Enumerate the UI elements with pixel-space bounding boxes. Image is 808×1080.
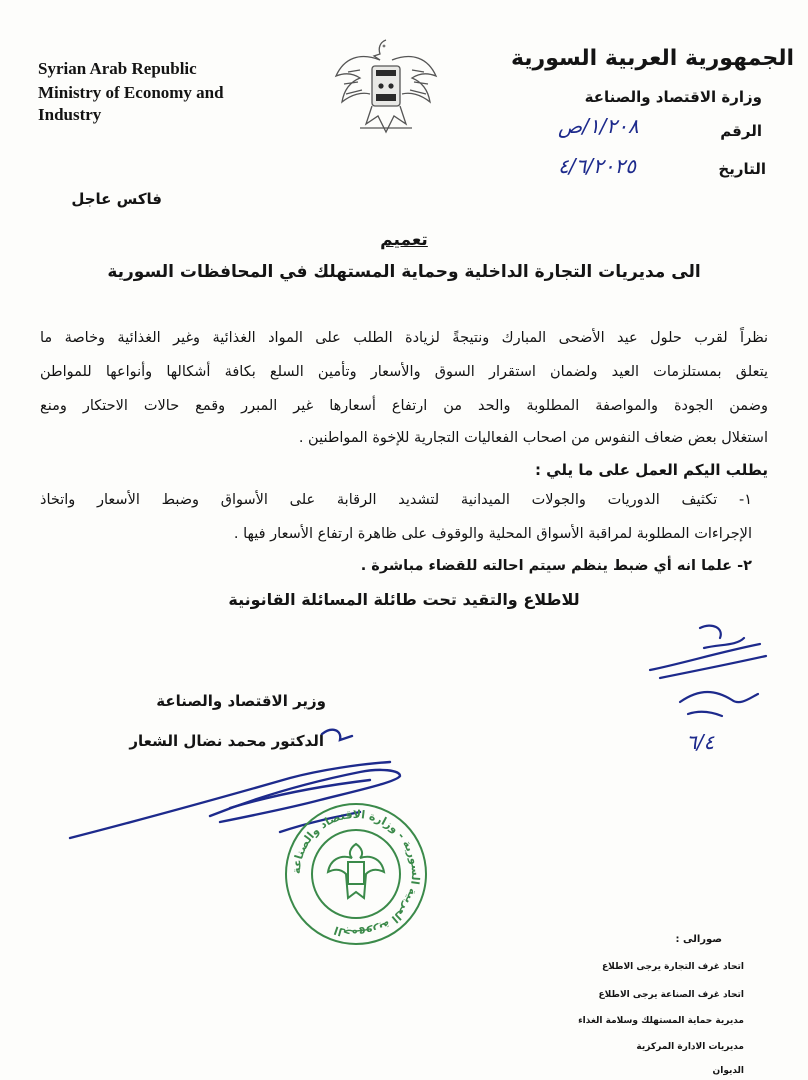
date-label: التاريخ: [718, 160, 766, 178]
fax-label: فاكس عاجل: [71, 190, 162, 208]
cc-item: الديوان: [712, 1066, 744, 1076]
svg-text:الجمهورية العربية السورية - وز: [290, 808, 422, 940]
header-en-line2: Ministry of Economy and: [38, 83, 224, 102]
header-en-line1: Syrian Arab Republic: [38, 59, 197, 78]
ref-label: الرقم: [720, 122, 762, 140]
cc-item: مديريات الادارة المركزية: [636, 1042, 744, 1052]
addressee: الى مديريات التجارة الداخلية وحماية المستهلك في المحافظات السورية: [107, 262, 701, 282]
item-line: الإجراءات المطلوبة لمراقبة الأسواق المحلية والوقوف على ظاهرة ارتفاع الأسعار فيها .: [233, 526, 752, 542]
circular-title: تعميم: [380, 230, 428, 250]
item-line: ١- تكثيف الدوريات والجولات الميدانية لتشديد الرقابة على الأسواق وضبط الأسعار واتخاذ: [40, 492, 752, 508]
margin-scribble-icon: [640, 618, 770, 728]
cc-label: صورالى :: [675, 934, 722, 945]
signature-name: الدكتور محمد نضال الشعار: [129, 732, 324, 750]
stamp-text: الجمهورية العربية السورية - وزارة الاقتصاد والصناعة: [289, 807, 423, 941]
closing-line: للاطلاع والتقيد تحت طائلة المسائلة القانونية: [228, 590, 580, 609]
official-stamp-icon: [282, 800, 430, 948]
date-value: ٤/٦/٢٠٢٥: [558, 154, 636, 178]
item-line: ٢- علما انه أي ضبط ينظم سيتم احالته للقضاء مباشرة .: [360, 558, 752, 574]
body-line: نظراً لقرب حلول عيد الأضحى المبارك ونتيجةً لزيادة الطلب على المواد الغذائية وغير الغذائية وخاصة ما: [40, 330, 768, 346]
body-line: يتعلق بمستلزمات العيد ولضمان استقرار السوق والأسعار وتأمين السلع بكافة أشكالها وأنواعها للمواطن: [40, 364, 768, 380]
eagle-emblem-icon: [330, 32, 442, 140]
margin-note: ٦/٤: [686, 730, 715, 754]
cc-item: اتحاد غرف الصناعة يرجى الاطلاع: [598, 990, 744, 1000]
cc-item: اتحاد غرف التجارة يرجى الاطلاع: [602, 962, 744, 972]
cc-item: مديرية حماية المستهلك وسلامة الغذاء: [578, 1016, 744, 1026]
header-ar-ministry: وزارة الاقتصاد والصناعة: [584, 88, 762, 106]
signature-title: وزير الاقتصاد والصناعة: [156, 692, 326, 710]
header-ar-republic: الجمهورية العربية السورية: [510, 46, 794, 71]
header-en-line3: Industry: [38, 105, 102, 124]
request-line: يطلب اليكم العمل على ما يلي :: [534, 461, 768, 479]
body-line: استغلال بعض ضعاف النفوس من اصحاب الفعاليات التجارية للإخوة المواطنين .: [298, 430, 768, 446]
body-line: وضمن الجودة والمواصفة المطلوبة والحد من ارتفاع أسعارها غير المبرر وقمع حالات الاحتكار ومنع: [40, 398, 768, 414]
ref-value: ١/٢٠٨/ص: [558, 114, 639, 138]
